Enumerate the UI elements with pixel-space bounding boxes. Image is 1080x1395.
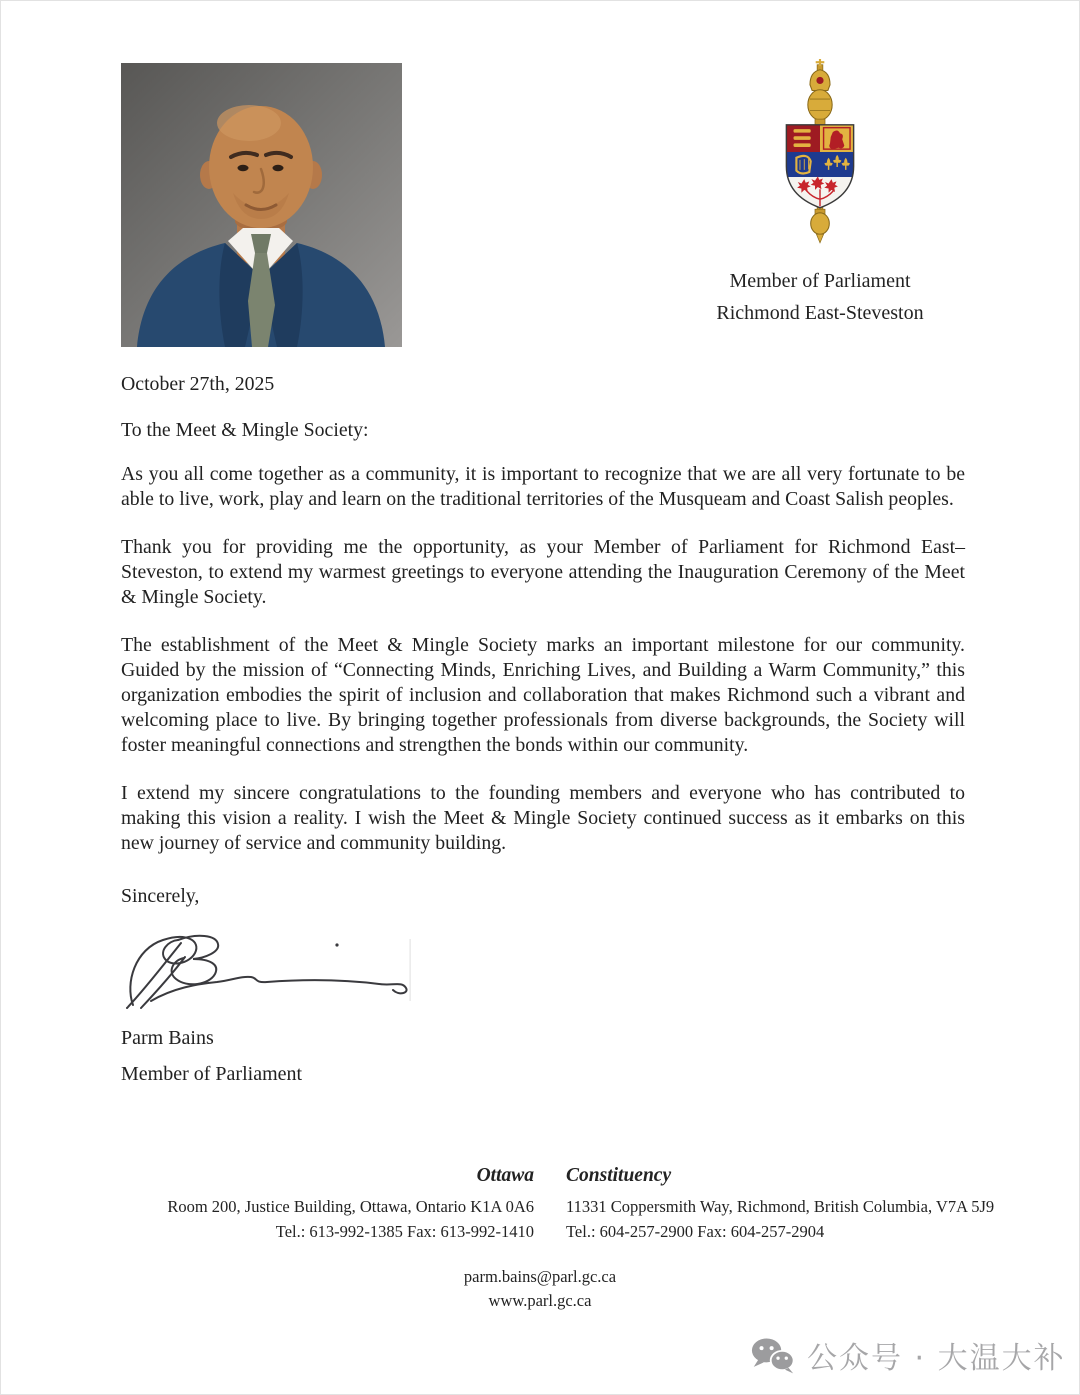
footer-constituency-heading: Constituency [566, 1165, 672, 1186]
letter-paragraph: The establishment of the Meet & Mingle Society marks an important milestone for our community. Guided by the mission of “Connecting Minds, Enriching Lives, and Building a Warm Community,” this organization embodies the spirit of inclusion and collaboration that makes Richmond such a vibrant and welcoming place to live. By bringing together professionals from diverse backgrounds, the Society will foster meaningful connections and strengthen the bonds within our community. [121, 634, 965, 756]
signature-strokes [121, 931, 412, 1009]
footer-ottawa-heading: Ottawa [476, 1165, 534, 1186]
watermark-text: 公众号 · 大温大补 [807, 1341, 1066, 1376]
signer-name: Parm Bains [121, 1027, 214, 1049]
mp-title-line1: Member of Parliament [729, 270, 911, 292]
handwritten-signature [121, 931, 412, 1009]
footer-ottawa-column [149, 1164, 534, 1244]
letter-paragraph: I extend my sincere congratulations to the founding members and everyone who has contributed to making this vision a reality. I wish the Meet & Mingle Society continued success as it embarks on this new journey of service and community building. [121, 782, 965, 854]
footer-constituency-column [566, 1164, 994, 1244]
letter-body [121, 372, 965, 1087]
signer-title: Member of Parliament [121, 1063, 303, 1085]
footer-constituency-address: 11331 Coppersmith Way, Richmond, British Columbia, V7A 5J9 [566, 1197, 995, 1216]
letter-date: October 27th, 2025 [121, 373, 275, 395]
portrait-illustration [121, 63, 402, 347]
portrait-photo [121, 63, 402, 347]
letter-paragraph: As you all come together as a community, it is important to recognize that we are all very fortunate to be able to live, work, play and learn on the traditional territories of the Musqueam and Coast Salish peoples. [121, 463, 965, 510]
footer-ottawa-address: Room 200, Justice Building, Ottawa, Ontario K1A 0A6 [167, 1197, 534, 1216]
footer-email: parm.bains@parl.gc.ca [463, 1267, 617, 1286]
mp-title-line2: Richmond East-Steveston [716, 302, 924, 324]
footer-website: www.parl.gc.ca [488, 1291, 592, 1310]
footer-contact [1, 1265, 1079, 1313]
letter-closing: Sincerely, [121, 885, 200, 907]
wechat-icon [751, 1336, 795, 1374]
footer-addresses [149, 1164, 1027, 1244]
footer-ottawa-phone: Tel.: 613-992-1385 Fax: 613-992-1410 [275, 1222, 534, 1241]
parliament-crest [784, 59, 856, 245]
header-crest-block [669, 59, 971, 329]
footer-constituency-phone: Tel.: 604-257-2900 Fax: 604-257-2904 [566, 1222, 825, 1241]
letter-paragraph: Thank you for providing me the opportunity, as your Member of Parliament for Richmond East–Steveston, to extend my warmest greetings to everyone attending the Inauguration Ceremony of the Meet & Mingle Society. [121, 536, 965, 608]
wechat-watermark [751, 1333, 1066, 1377]
letter-salutation: To the Meet & Mingle Society: [121, 419, 369, 441]
